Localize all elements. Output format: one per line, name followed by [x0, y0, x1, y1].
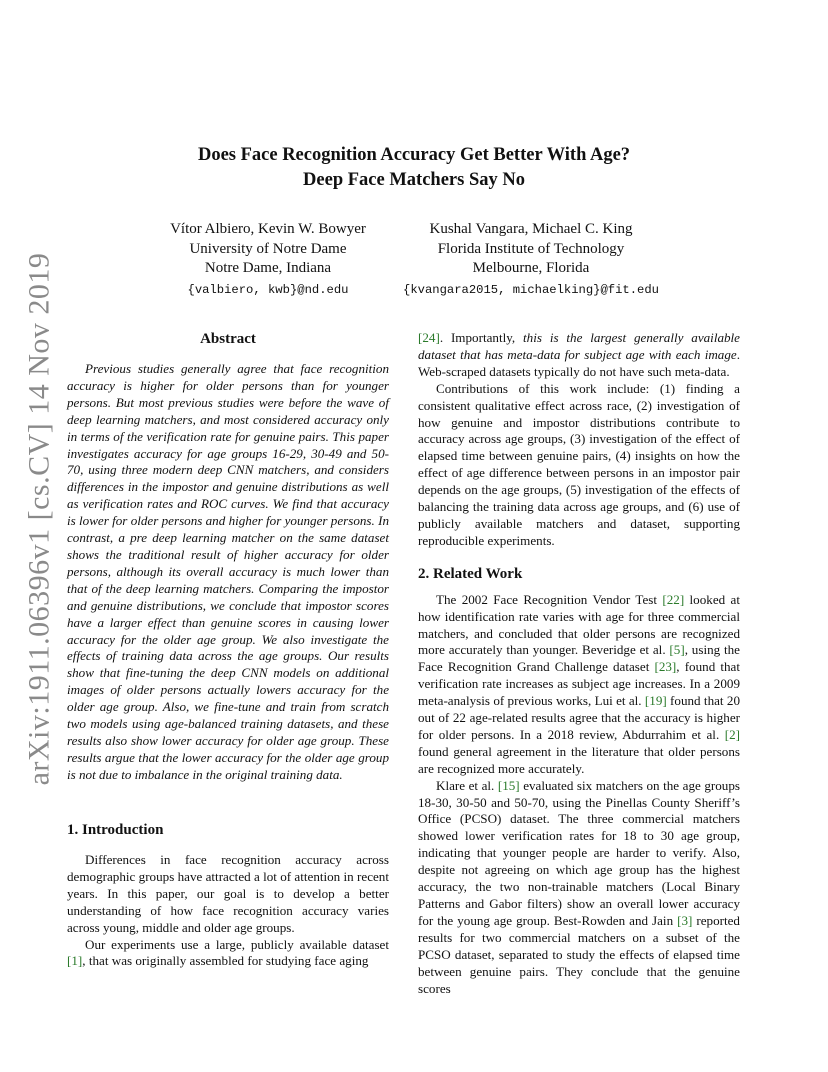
citation-link[interactable]: [2]: [724, 726, 740, 742]
author-location: Notre Dame, Indiana: [204, 260, 332, 276]
related-work-heading: 2. Related Work: [418, 565, 523, 582]
title-line-1: Does Face Recognition Accuracy Get Better With Age?: [197, 145, 631, 165]
abstract-heading: Abstract: [200, 331, 256, 347]
title-line-2: Deep Face Matchers Say No: [303, 170, 525, 190]
emphasis-text: this is the largest generally available dataset that has meta-data for subject age with each image: [418, 330, 740, 362]
intro-paragraph-1: Differences in face recognition accuracy across demographic groups have attracted a lot of attention in recent years. In this paper, our goal is to develop a better understanding of how face recognition accuracy varies across young, middle and older age groups.: [67, 852, 389, 935]
author-email: {valbiero, kwb}@nd.edu: [187, 282, 349, 297]
intro-paragraph-2: Our experiments use a large, publicly available dataset [1], that was originally assembled for studying face aging: [67, 936, 389, 969]
citation-link[interactable]: [24]: [418, 330, 440, 345]
paper-title: [0, 143, 828, 193]
author-email: {kvangara2015, michaelking}@fit.edu: [403, 282, 659, 297]
author-block-2: [381, 220, 681, 300]
citation-link[interactable]: [15]: [497, 777, 520, 793]
citation-link[interactable]: [1]: [67, 953, 83, 969]
intro-heading: 1. Introduction: [67, 822, 164, 838]
intro-paragraph-3: Contributions of this work include: (1) finding a consistent qualitative effect across race, (2) investigation of how genuine and impostor distributions contribute to accuracy across age groups, (3) investigation of the effect of elapsed time between genuine pairs, (4) insights on how the effect of age difference between persons in an impostor pair depends on the age groups, (5) investigation of the effects of balancing the training data across age groups, and (6) use of publicly available matchers and dataset, supporting reproducible experiments.: [418, 380, 740, 548]
intro-body-left: [67, 852, 389, 970]
citation-link[interactable]: [19]: [644, 693, 667, 709]
author-affiliation: University of Notre Dame: [189, 240, 347, 257]
citation-link[interactable]: [3]: [677, 912, 693, 928]
intro-paragraph-2-cont: [24]. Importantly, this is the largest generally available dataset that has meta-data for subject age with each image. Web-scraped datasets typically do not have such meta-data.: [418, 330, 740, 379]
author-names: Kushal Vangara, Michael C. King: [429, 221, 633, 237]
arxiv-sidebar-stamp: [14, 252, 64, 786]
arxiv-id: arXiv:1911.06396v1 [cs.CV] 14 Nov 2019: [22, 252, 55, 786]
right-column: [418, 330, 740, 997]
author-location: Melbourne, Florida: [472, 260, 590, 276]
citation-link[interactable]: [5]: [669, 642, 685, 658]
author-names: Vítor Albiero, Kevin W. Bowyer: [170, 221, 366, 237]
related-paragraph-2: Klare et al. [15] evaluated six matchers on the age groups 18-30, 30-50 and 50-70, using the Pinellas County Sheriff’s Office (PCSO) dataset. The three commercial matchers showed lower verification rates for 18 to 30 age group, indicating that younger people are harder to verify. Also, despite not agreeing on which age group has the highest accuracy, the two non-trainable matchers (Local Binary Patterns and Gabor filters) show an overall lower accuracy for the young age group. Best-Rowden and Jain [3] reported results for two commercial matchers on a subset of the PCSO dataset, separated to study the effects of elapsed time between genuine pairs. They conclude that the genuine scores: [418, 777, 740, 996]
author-block-1: [118, 220, 418, 300]
abstract-body: [67, 361, 389, 784]
abstract-text: Previous studies generally agree that face recognition accuracy is higher for older persons than for younger persons. But most previous studies were before the wave of deep learning matchers, and most considered accuracy only in terms of the verification rate for genuine pairs. This paper investigates accuracy for age groups 16-29, 30-49 and 50-70, using three modern deep CNN matchers, and considers differences in the impostor and genuine distributions as well as verification rates and ROC curves. We find that accuracy is lower for older persons and higher for younger persons. In contrast, a pre deep learning matcher on the same dataset shows the traditional result of higher accuracy for older persons, although its overall accuracy is much lower than that of the deep learning matchers. Comparing the impostor and genuine distributions, we conclude that impostor scores have a larger effect than genuine scores in causing lower accuracy for the older age group. We also investigate the effects of training data across the age groups. Our results show that fine-tuning the deep CNN models on additional images of older persons actually lowers accuracy for the older age group. Also, we fine-tune and train from scratch two models using age-balanced training datasets, and these results also show lower accuracy for older age group. These results argue that the lower accuracy for the older age group is not due to imbalance in the original training data.: [67, 361, 389, 782]
citation-link[interactable]: [23]: [654, 659, 677, 675]
author-affiliation: Florida Institute of Technology: [437, 240, 625, 257]
citation-link[interactable]: [22]: [662, 591, 685, 607]
related-paragraph-1: The 2002 Face Recognition Vendor Test [22] looked at how identification rate varies with age for three commercial matchers, and concluded that older persons are recognized more accurately than younger. Beveridge et al. [5], using the Face Recognition Grand Challenge dataset [23], found that verification rate increases as subject age increases. In a 2009 meta-analysis of previous works, Lui et al. [19] found that 20 out of 22 age-related results agree that the accuracy is higher for older persons. In a 2018 review, Abdurrahim et al. [2] found general agreement in the literature that older persons are recognized more accurately.: [418, 591, 740, 776]
